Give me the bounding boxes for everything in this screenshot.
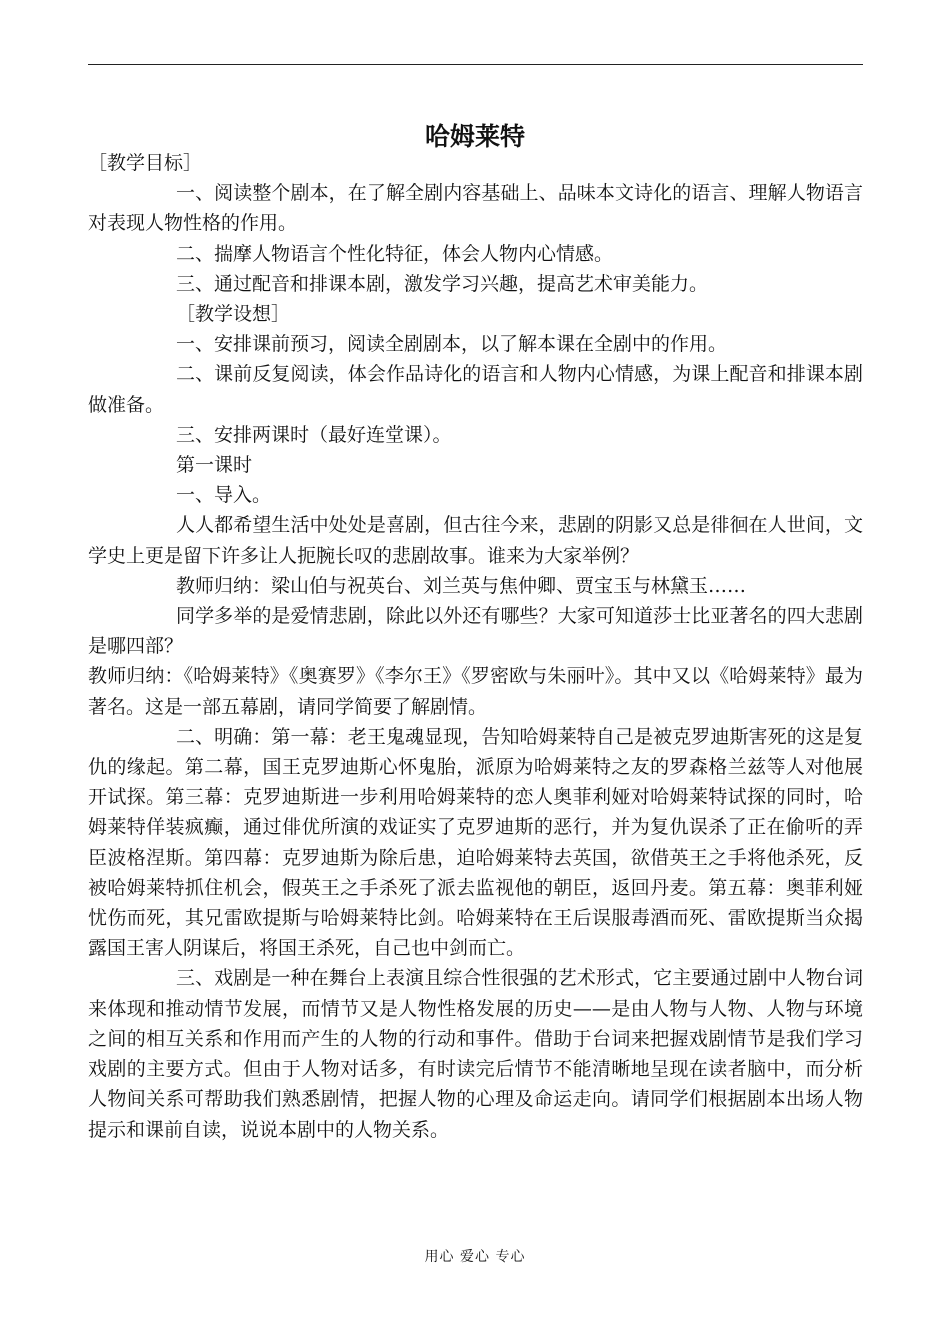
page-title: 哈姆莱特	[424, 122, 525, 151]
paragraph: 一、导入。	[176, 484, 272, 507]
document-body	[88, 148, 863, 1145]
paragraph: 教师归纳：《哈姆莱特》《奥赛罗》《李尔王》《罗密欧与朱丽叶》。其中又以《哈姆莱特》最为著名。这是一部五幕剧，请同学简要了解剧情。	[88, 665, 863, 718]
page-footer: 用心 爱心 专心	[424, 1249, 526, 1265]
paragraph: 同学多举的是爱情悲剧，除此以外还有哪些？大家可知道莎士比亚著名的四大悲剧是哪四部？	[88, 605, 863, 658]
paragraph: 二、明确：第一幕：老王鬼魂显现，告知哈姆莱特自己是被克罗迪斯害死的这是复仇的缘起。第二幕，国王克罗迪斯心怀鬼胎，派原为哈姆莱特之友的罗森格兰兹等人对他展开试探。第三幕：克罗迪斯进一步利用哈姆莱特的恋人奥菲利娅对哈姆莱特试探的同时，哈姆莱特佯装疯癫，通过俳优所演的戏证实了克罗迪斯的恶行，并为复仇误杀了正在偷听的弄臣波格涅斯。第四幕：克罗迪斯为除后患，迫哈姆莱特去英国，欲借英王之手将他杀死，反被哈姆莱特抓住机会，假英王之手杀死了派去监视他的朝臣，返回丹麦。第五幕：奥菲利娅忧伤而死，其兄雷欧提斯与哈姆莱特比剑。哈姆莱特在王后误服毒酒而死、雷欧提斯当众揭露国王害人阴谋后，将国王杀死，自己也中剑而亡。	[88, 725, 863, 960]
header-rule	[88, 64, 863, 65]
paragraph: 三、安排两课时（最好连堂课）。	[176, 423, 452, 446]
section-heading-goals: ［教学目标］	[88, 152, 203, 174]
paragraph: 一、安排课前预习，阅读全剧剧本，以了解本课在全剧中的作用。	[176, 333, 728, 356]
paragraph: 一、阅读整个剧本，在了解全剧内容基础上、品味本文诗化的语言、理解人物语言对表现人物性格的作用。	[88, 182, 863, 235]
paragraph: 三、戏剧是一种在舞台上表演且综合性很强的艺术形式，它主要通过剧中人物台词来体现和推动情节发展，而情节又是人物性格发展的历史——是由人物与人物、人物与环境之间的相互关系和作用而产生的人物的行动和事件。借助于台词来把握戏剧情节是我们学习戏剧的主要方式。但由于人物对话多，有时读完后情节不能清晰地呈现在读者脑中，而分析人物间关系可帮助我们熟悉剧情，把握人物的心理及命运走向。请同学们根据剧本出场人物提示和课前自读，说说本剧中的人物关系。	[88, 967, 863, 1141]
paragraph: 人人都希望生活中处处是喜剧，但古往今来，悲剧的阴影又总是徘徊在人世间，文学史上更是留下许多让人扼腕长叹的悲剧故事。谁来为大家举例？	[88, 514, 863, 567]
paragraph: 二、揣摩人物语言个性化特征，体会人物内心情感。	[176, 242, 614, 265]
lesson-heading: 第一课时	[176, 454, 253, 477]
paragraph: 三、通过配音和排课本剧，激发学习兴趣，提高艺术审美能力。	[176, 272, 709, 295]
section-heading-plan: ［教学设想］	[176, 303, 291, 326]
paragraph: 二、课前反复阅读，体会作品诗化的语言和人物内心情感，为课上配音和排课本剧做准备。	[88, 363, 863, 416]
paragraph: 教师归纳：梁山伯与祝英台、刘兰英与焦仲卿、贾宝玉与林黛玉……	[176, 574, 747, 597]
